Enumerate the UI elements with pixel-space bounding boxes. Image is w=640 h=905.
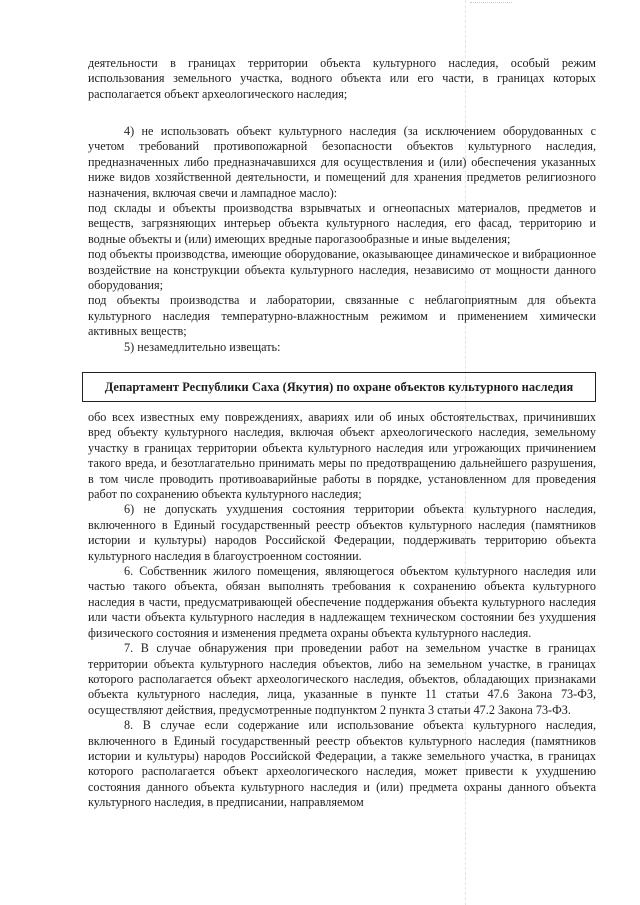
- department-box: [82, 372, 596, 402]
- paragraph-clause-6: 6. Собственник жилого помещения, являющегося объектом культурного наследия или частью такого объекта, обязан выполнять требования к сохранению объекта культурного наследия в части, предусматривающей обеспечение поддержания объекта культурного наследия или части объекта культурного наследия в надлежащем техническом состоянии без ухудшения физического состояния и изменения предмета охраны объекта культурного наследия.: [88, 564, 596, 640]
- paragraph-item-4: 4) не использовать объект культурного наследия (за исключением оборудованных с учетом требований противопожарной безопасности объектов культурного наследия, предназначенных либо предназначавшихся для осуществления и (или) обеспечения указанных ниже видов хозяйственной деятельности, и помещений для хранения предметов религиозного назначения, включая свечи и лампадное масло):: [88, 124, 596, 200]
- paragraph-clause-7: 7. В случае обнаружения при проведении работ на земельном участке в границах территории объекта культурного наследия объектов, либо на земельном участке, в границах которого располагается объект археологического наследия, объектов, обладающих признаками объекта культурного наследия, лица, указанные в пункте 11 статьи 47.6 Закона 73-ФЗ, осуществляют действия, предусмотренные подпунктом 2 пункта 3 статьи 47.2 Закона 73-ФЗ.: [88, 641, 596, 717]
- paragraph-item-5: 5) незамедлительно извещать:: [124, 339, 281, 354]
- paragraph-item-6: 6) не допускать ухудшения состояния территории объекта культурного наследия, включенного в Единый государственный реестр объектов культурного наследия (памятников истории и культуры) народов Российской Федерации, поддерживать территорию объекта культурного наследия в благоустроенном состоянии.: [88, 502, 596, 563]
- paragraph-production-vibration: под объекты производства, имеющие оборудование, оказывающее динамическое и вибрационное воздействие на конструкции объекта культурного наследия, независимо от мощности данного оборудования;: [88, 247, 596, 293]
- paragraph-continuation: деятельности в границах территории объекта культурного наследия, особый режим использования земельного участка, водного объекта или его части, в границах которых располагается объект археологического наследия;: [88, 56, 596, 101]
- paragraph-damages: обо всех известных ему повреждениях, авариях или об иных обстоятельствах, причинивших вред объекту культурного наследия, включая объект археологического наследия, земельному участку в границах территории объекта культурного наследия или угрожающих причинением такого вреда, и безотлагательно принимать меры по предотвращению дальнейшего разрушения, в том числе проводить противоаварийные работы в порядке, установленном для проведения работ по сохранению объекта культурного наследия;: [88, 410, 596, 502]
- text-block-main: [88, 410, 596, 811]
- text-block-item-4-5: [88, 124, 596, 355]
- department-title: Департамент Республики Саха (Якутия) по охране объектов культурного наследия: [104, 379, 574, 394]
- paragraph-laboratories: под объекты производства и лаборатории, связанные с неблагоприятным для объекта культурного наследия температурно-влажностным режимом и применением химически активных веществ;: [88, 293, 596, 339]
- top-mark: [470, 2, 512, 4]
- paragraph-warehouses: под склады и объекты производства взрывчатых и огнеопасных материалов, предметов и веществ, загрязняющих интерьер объекта культурного наследия, его фасад, территорию и водные объекты и (или) имеющих вредные парогазообразные и иные выделения;: [88, 201, 596, 246]
- paragraph-clause-8: 8. В случае если содержание или использование объекта культурного наследия, включенного в Единый государственный реестр объектов культурного наследия (памятников истории и культуры) народов Российской Федерации, а также земельного участка, в границах которого располагается объект археологического наследия, может привести к ухудшению состояния данного объекта культурного наследия и (или) предмета охраны данного объекта культурного наследия, в предписании, направляемом: [88, 718, 596, 810]
- text-block-continuation: [88, 56, 596, 102]
